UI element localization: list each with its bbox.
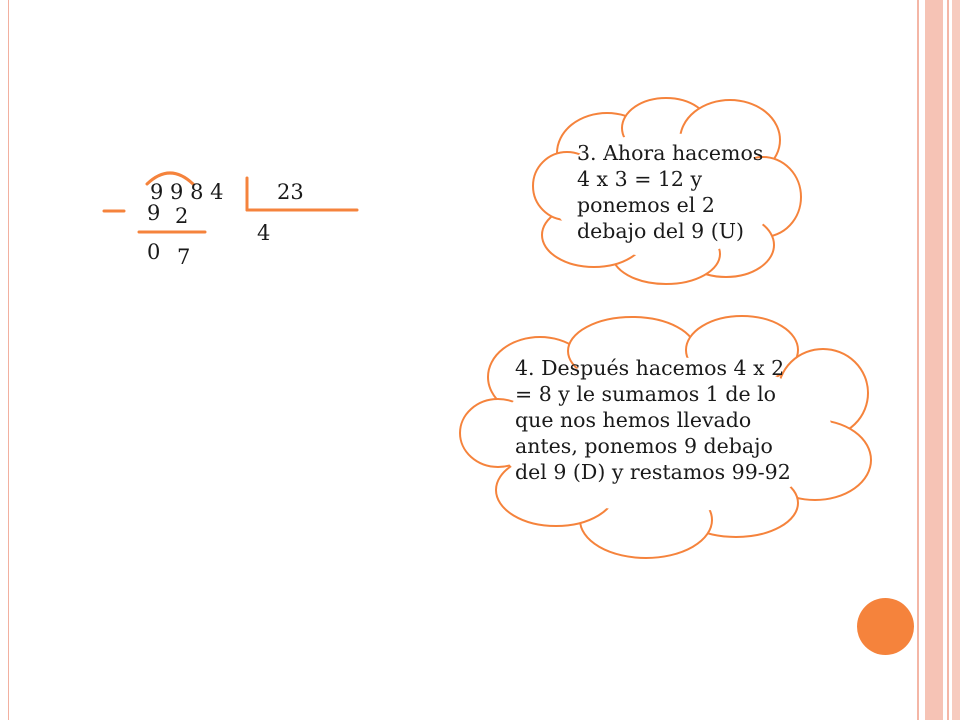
step4-line: del 9 (D) y restamos 99-92 bbox=[515, 460, 791, 484]
step4-line: antes, ponemos 9 debajo bbox=[515, 434, 773, 458]
divisor: 23 bbox=[277, 180, 304, 204]
step4-line: = 8 y le sumamos 1 de lo bbox=[515, 382, 776, 406]
step3-line: debajo del 9 (U) bbox=[577, 219, 744, 243]
step4-line: que nos hemos llevado bbox=[515, 408, 752, 432]
dividend: 9 9 8 4 bbox=[150, 180, 224, 204]
difference-tens-digit: 0 bbox=[147, 240, 161, 264]
product-tens-digit: 9 bbox=[147, 201, 161, 225]
step3-line: ponemos el 2 bbox=[577, 193, 715, 217]
step4-line: 4. Después hacemos 4 x 2 bbox=[515, 356, 785, 380]
step3-line: 4 x 3 = 12 y bbox=[577, 167, 703, 191]
difference-units-digit: 7 bbox=[177, 245, 191, 269]
step3-line: 3. Ahora hacemos bbox=[577, 141, 764, 165]
cloud-step4-text bbox=[515, 355, 791, 485]
cloud-step3-text bbox=[577, 140, 763, 244]
quotient: 4 bbox=[257, 221, 271, 245]
product-units-digit: 2 bbox=[175, 204, 189, 228]
